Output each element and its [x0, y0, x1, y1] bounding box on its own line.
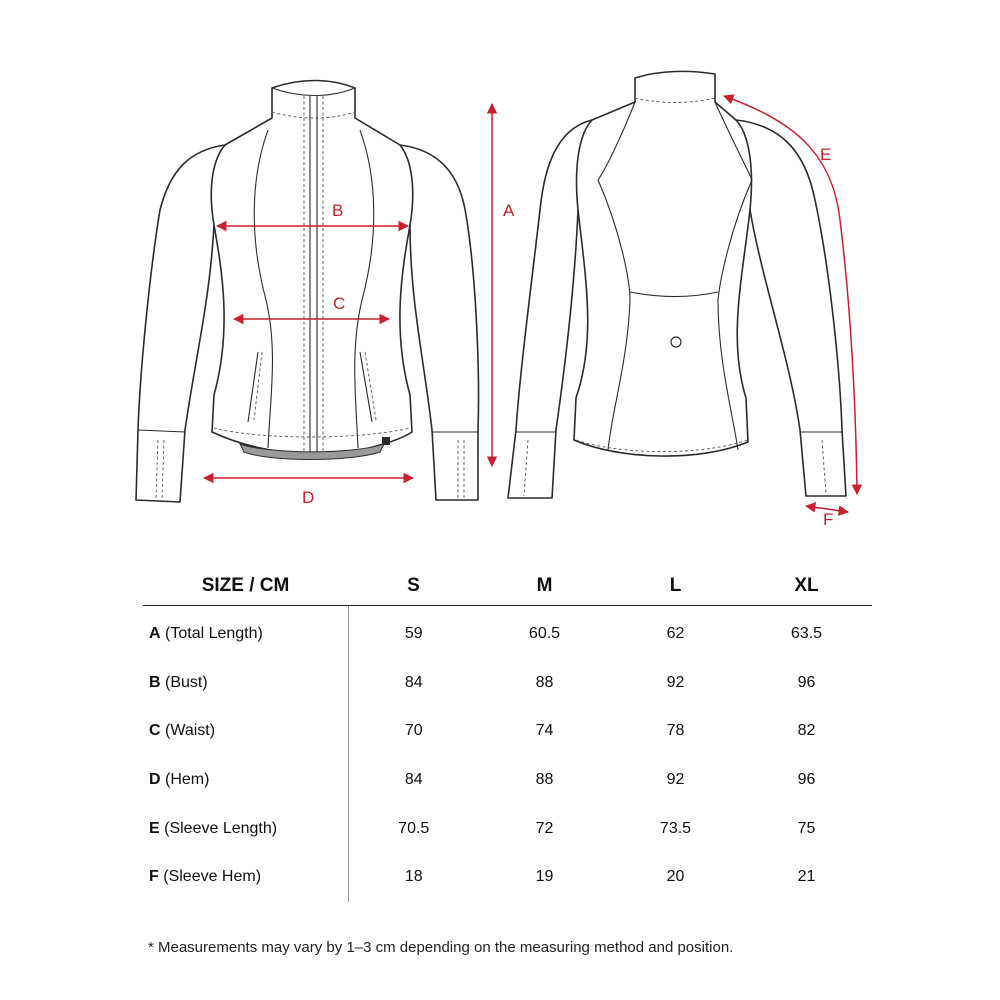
measure-F [806, 506, 848, 529]
svg-text:F: F [823, 510, 834, 529]
table-row [143, 707, 872, 756]
header-xl: XL [741, 567, 872, 606]
row-label: F (Sleeve Hem) [143, 853, 348, 902]
cell-value: 82 [797, 722, 816, 740]
cell-value: 70.5 [398, 819, 430, 837]
table-row [143, 659, 872, 708]
cell-value: 84 [404, 771, 423, 789]
svg-text:A: A [503, 201, 515, 220]
cell-value: 96 [797, 771, 816, 789]
svg-text:E: E [820, 145, 832, 164]
table-row [143, 853, 872, 902]
svg-text:B: B [332, 201, 344, 220]
measure-A [492, 104, 515, 466]
table-row [143, 756, 872, 805]
measure-C [234, 294, 389, 319]
cell-value: 96 [797, 673, 816, 691]
row-label: C (Waist) [143, 707, 348, 756]
size-table [143, 567, 872, 902]
cell-value: 74 [535, 722, 554, 740]
table-header-row [143, 567, 872, 606]
cell-value: 72 [535, 819, 554, 837]
cell-value: 88 [535, 673, 554, 691]
svg-text:C: C [333, 294, 346, 313]
row-label: E (Sleeve Length) [143, 804, 348, 853]
row-label: A (Total Length) [143, 606, 348, 659]
cell-value: 60.5 [528, 625, 561, 643]
measurement-footnote: * Measurements may vary by 1–3 cm depending on the measuring method and position. [148, 939, 734, 956]
cell-value: 84 [404, 673, 423, 691]
table-row [143, 804, 872, 853]
cell-value: 92 [666, 771, 685, 789]
header-l: L [610, 567, 741, 606]
header-size-cm: SIZE / CM [143, 567, 348, 606]
cell-value: 59 [404, 625, 423, 643]
measure-B [217, 201, 408, 226]
header-s: S [348, 567, 479, 606]
cell-value: 73.5 [659, 819, 692, 837]
cell-value: 75 [797, 819, 816, 837]
measure-E [724, 96, 857, 494]
cell-value: 78 [666, 722, 685, 740]
cell-value: 19 [535, 868, 554, 886]
jacket-back-view [508, 71, 846, 498]
cell-value: 70 [404, 722, 423, 740]
measure-D [204, 478, 413, 507]
cell-value: 18 [404, 868, 423, 886]
cell-value: 92 [666, 673, 685, 691]
cell-value: 21 [797, 868, 816, 886]
jacket-front-view [136, 81, 479, 503]
header-m: M [479, 567, 610, 606]
table-row [143, 606, 872, 659]
cell-value: 62 [666, 625, 685, 643]
cell-value: 88 [535, 771, 554, 789]
row-label: D (Hem) [143, 756, 348, 805]
svg-text:D: D [302, 488, 315, 507]
cell-value: 20 [666, 868, 685, 886]
cell-value: 63.5 [790, 625, 823, 643]
row-label: B (Bust) [143, 659, 348, 708]
